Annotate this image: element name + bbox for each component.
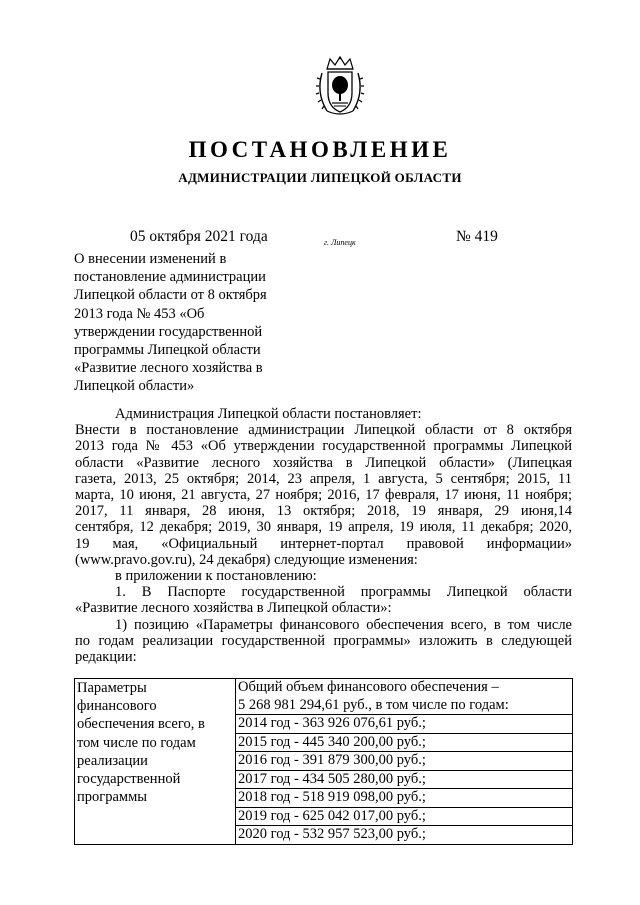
year-line: 2017 год - 434 505 280,00 руб.;: [236, 771, 572, 790]
year-line: 2019 год - 625 042 017,00 руб.;: [236, 808, 572, 827]
subject-line: постановление администрации: [74, 269, 266, 286]
label-line: финансового: [77, 698, 157, 715]
document-subject: [74, 250, 314, 396]
subject-line: «Развитие лесного хозяйства в: [74, 360, 263, 377]
document-body: [75, 406, 572, 665]
document-issuer: АДМИНИСТРАЦИИ ЛИПЕЦКОЙ ОБЛАСТИ: [178, 170, 462, 185]
body-line: 2013 года № 453 «Об утверждении государственной программы Липецкой: [75, 438, 572, 455]
parameter-value-cell: [236, 679, 573, 845]
body-line: 1. В Паспорте государственной программы Липецкой области: [115, 584, 572, 601]
subject-line: программы Липецкой области: [74, 342, 261, 359]
label-line: том числе по годам: [77, 734, 196, 751]
body-line: 1) позицию «Параметры финансового обеспечения всего, в том числе: [115, 616, 572, 633]
body-line: в приложении к постановлению:: [115, 568, 317, 585]
body-line: Администрация Липецкой области постановляет:: [115, 406, 422, 422]
coat-of-arms-icon: [313, 55, 367, 121]
subject-line: Липецкой области»: [74, 378, 195, 395]
subject-line: утверждении государственной: [74, 323, 263, 340]
year-line: 2016 год - 391 879 300,00 руб.;: [236, 752, 572, 771]
year-line: 2018 год - 518 919 098,00 руб.;: [236, 789, 572, 808]
body-line: 2017, 11 января, 28 июня, 13 октября; 2018, 19 января, 29 июня,14: [75, 503, 572, 520]
body-line: области «Развитие лесного хозяйства в Липецкой области» (Липецкая: [75, 454, 572, 471]
body-line: 19 мая, «Официальный интернет-портал правовой информации»: [75, 535, 572, 552]
label-line: Параметры: [77, 680, 147, 696]
body-line: Внести в постановление администрации Липецкой области от 8 октября: [75, 422, 572, 439]
total-line: Общий объем финансового обеспечения –: [238, 679, 499, 695]
financing-table: [74, 678, 573, 845]
document-title: ПОСТАНОВЛЕНИЕ: [188, 137, 452, 162]
document-city: г. Липецк: [324, 238, 356, 247]
total-line: 5 268 981 294,61 руб., в том числе по годам:: [236, 697, 572, 716]
subject-line: О внесении изменений в: [74, 251, 227, 267]
subject-line: Липецкой области от 8 октября: [74, 287, 267, 304]
document-number: № 419: [456, 228, 498, 245]
table-row: [75, 679, 573, 845]
subject-line: 2013 года № 453 «Об: [74, 305, 205, 322]
body-line: марта, 10 июня, 21 августа, 27 ноября; 2016, 17 февраля, 17 июня, 11 ноября;: [75, 487, 572, 504]
body-line: по годам реализации государственной программы» изложить в следующей: [75, 632, 572, 649]
year-line: 2015 год - 445 340 200,00 руб.;: [236, 734, 572, 753]
parameter-label-cell: [75, 679, 236, 845]
label-line: реализации: [77, 752, 148, 769]
label-line: государственной: [77, 771, 181, 788]
year-line: 2020 год - 532 957 523,00 руб.;: [238, 826, 426, 842]
label-line: программы: [77, 789, 147, 806]
body-line: редакции:: [75, 649, 137, 666]
body-line: газета, 2013, 25 октября; 2014, 23 апреля, 1 августа, 5 сентября; 2015, 11: [75, 470, 572, 487]
body-line: сентября, 12 декабря; 2019, 30 января, 19 апреля, 19 июля, 11 декабря; 2020,: [75, 519, 572, 536]
body-line: (www.pravo.gov.ru), 24 декабря) следующие изменения:: [75, 551, 418, 568]
year-line: 2014 год - 363 926 076,61 руб.;: [236, 715, 572, 734]
body-line: «Развитие лесного хозяйства в Липецкой области»:: [75, 600, 392, 617]
document-date: 05 октября 2021 года: [130, 228, 268, 245]
label-line: обеспечения всего, в: [77, 716, 205, 733]
